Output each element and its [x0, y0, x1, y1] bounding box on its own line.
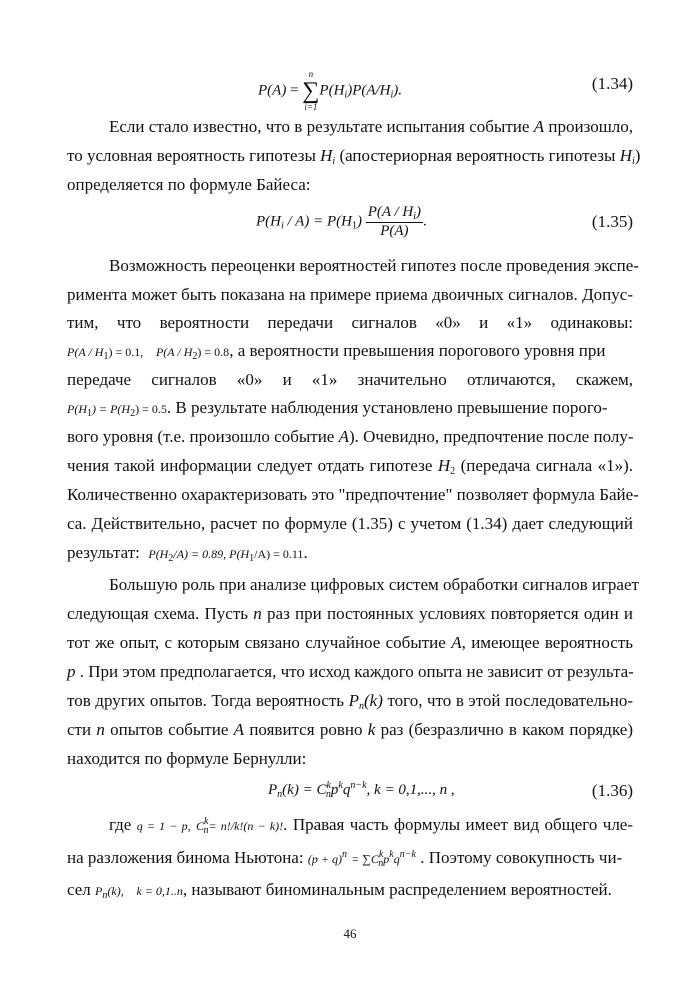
equation-1-35: $P(H_i / A) = P(H_1)$ $\frac{P(A / H_i)}{P(A)}$ . — [256, 204, 427, 239]
text-line: находится по формуле Бернулли: — [67, 749, 307, 768]
equation-1-34: P(A) = n ∑ i=1 $P(H_i)P(A/H_i)$. — [258, 69, 403, 112]
text-line: римента может быть показана на примере приема двоичных сигналов. Допус- — [67, 285, 633, 304]
equation-number-1-34: (1.34) — [591, 74, 633, 93]
text-line: са. Действительно, расчет по формуле (1.35) с учетом (1.34) дает следующий — [67, 514, 633, 533]
text-line: тим, что вероятности передачи сигналов «0» и «1» одинаковы: — [67, 313, 633, 332]
text-line: вого уровня (т.е. произошло событие A). Очевидно, предпочтение после полу- — [67, 427, 634, 446]
text-line: то условная вероятность гипотезы $H_i$ (апостериорная вероятность гипотезы $H_i$) — [67, 146, 641, 167]
text-line: чения такой информации следует отдать гипотезе $H_2$ (передача сигнала «1»). — [67, 456, 634, 477]
text-line: на разложения бинома Ньютона: $(p + q)^n = \sum C^k_np^kq^{n-k}$ . Поэтому совокупность чи- — [67, 848, 623, 869]
text-line: Возможность переоценки вероятностей гипотез после проведения экспе- — [109, 256, 639, 275]
text-line: сел $P_n(k)$, k = 0,1..n, называют биноминальным распределением вероятностей. — [67, 880, 612, 901]
summation-sign: n ∑ i=1 — [302, 69, 320, 112]
text-line: тот же опыт, с которым связано случайное событие A, имеющее вероятность — [67, 633, 633, 652]
text-line: передаче сигналов «0» и «1» значительно отличаются, скажем, — [67, 370, 633, 389]
equation-number-1-35: (1.35) — [591, 212, 633, 231]
text-line: результат: $P(H_2/A) = 0.89$, $P(H_1/A) = 0.11$. — [67, 543, 308, 564]
text-line: сти n опытов событие A появится ровно k раз (безразлично в каком порядке) — [67, 720, 634, 739]
page-number: 46 — [343, 926, 357, 941]
text-line: определяется по формуле Байеса: — [67, 175, 311, 194]
text-line: тов других опытов. Тогда вероятность $P_n(k)$ того, что в этой последовательно- — [67, 691, 633, 712]
equation-number-1-36: (1.36) — [591, 781, 633, 800]
text-line: следующая схема. Пусть n раз при постоянных условиях повторяется один и — [67, 604, 634, 623]
text-line: Большую роль при анализе цифровых систем обработки сигналов играет — [109, 575, 639, 594]
text-line: $P(A / H_1) = 0.1$, $P(A / H_2) = 0.8$, а вероятности превышения порогового уровня при — [67, 341, 606, 362]
text-line: Количественно охарактеризовать это "предпочтение" позволяет формула Байе- — [67, 485, 639, 504]
text-line: Если стало известно, что в результате испытания событие A произошло, — [109, 117, 634, 136]
text-line: где q = 1 − p, $C^k_n= n!/k!(n - k)$!. Правая часть формулы имеет вид общего чле- — [109, 815, 634, 836]
fraction: $\frac{P(A / H_i)}{P(A)}$ — [367, 204, 422, 239]
text-line: $P(H_1) = P(H_2) = 0.5$. В результате наблюдения установлено превышение порого- — [67, 398, 608, 419]
equation-1-36: $P_n(k) = C^k_np^kq^{n-k}$, k = 0,1,..., n , — [268, 780, 455, 800]
text-line: p . При этом предполагается, что исход каждого опыта не зависит от результа- — [67, 662, 634, 681]
